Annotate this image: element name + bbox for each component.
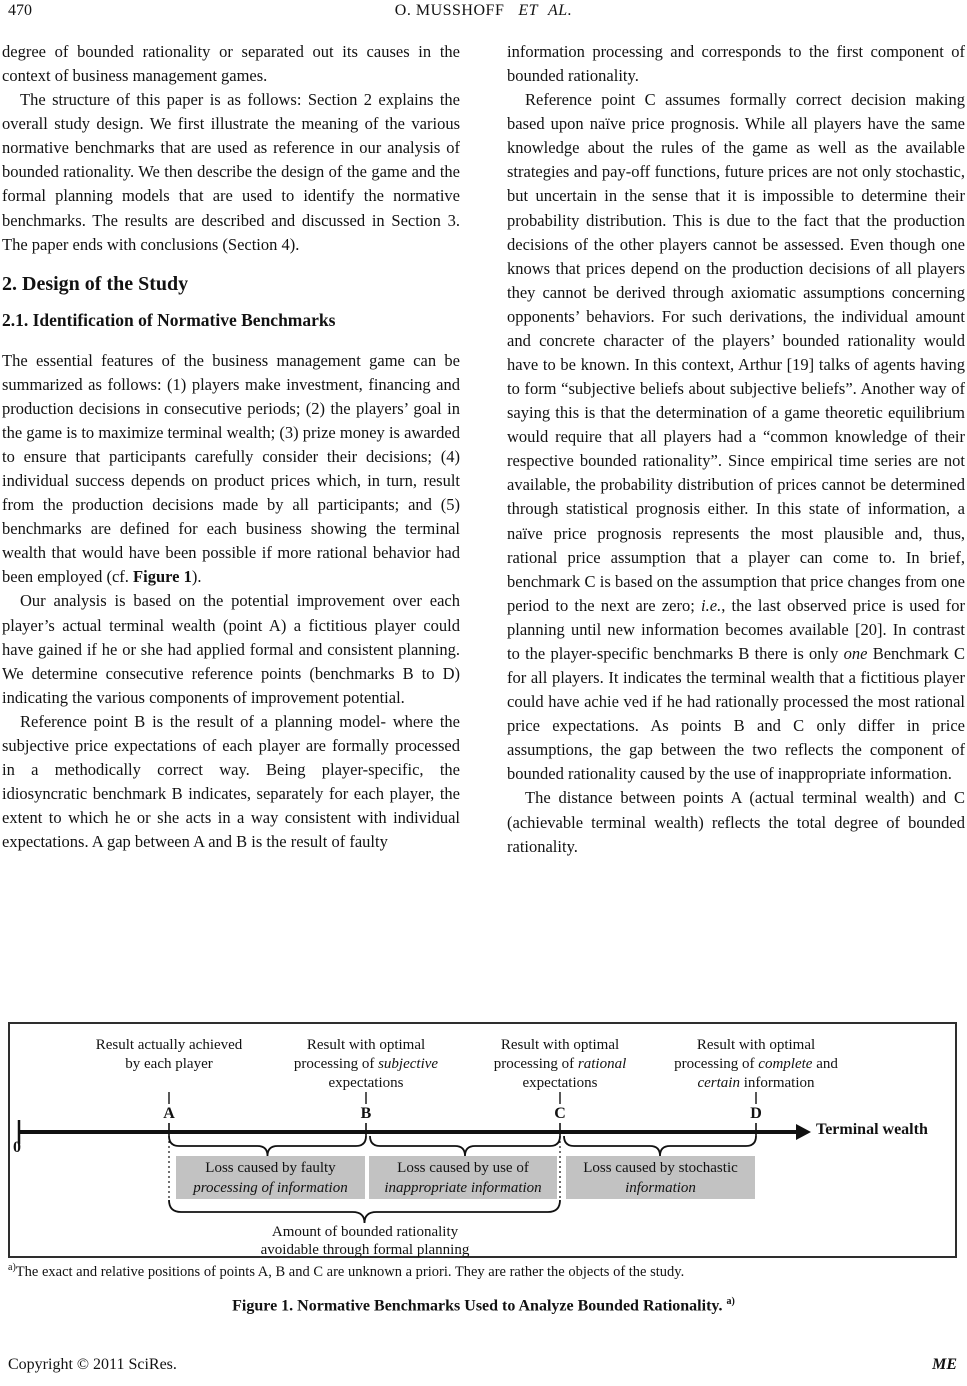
point-c: C [554, 1105, 566, 1122]
paragraph [2, 40, 460, 88]
left-column [2, 40, 460, 859]
label-line-italic: complete [758, 1056, 813, 1072]
paragraph [507, 40, 965, 88]
running-head [0, 2, 967, 24]
brace-a-c [169, 1200, 560, 1223]
paragraph [507, 88, 965, 786]
journal-abbreviation: ME [932, 1356, 957, 1373]
point-b: B [360, 1105, 372, 1122]
footnote-text: The exact and relative positions of points A, B and C are unknown a priori. They are rather the objects of the study. [15, 1263, 685, 1280]
label-line: Result with optimal [500, 1037, 620, 1053]
brace-b-c [370, 1136, 560, 1156]
paragraph-text: , the last observed price is used for planning until new information becomes available [20]. In contrast to the player-specific benchmarks B there is only [507, 595, 966, 663]
paragraph-text: Our analysis is based on the potential improvement over each player’s actual terminal wealth (point A) a fictitious player could have gained if he or she had applied formal and consistent planning. We determine consecutive reference points (benchmarks B to D) indicating the various components of improvement potential. [2, 591, 460, 707]
paragraph [2, 349, 460, 590]
figure-reference: Figure 1 [133, 567, 192, 587]
label-line: by each player [125, 1056, 213, 1072]
figure-1-diagram [8, 1022, 957, 1258]
label-line: expectations [328, 1075, 404, 1091]
paragraph-text: ). [191, 567, 202, 587]
paragraph-text: The structure of this paper is as follows: Section 2 explains the overall study design. We first illustrate the meaning of the various normative benchmarks that are used as reference in our analysis of bounded rationality. We then describe the design of the game and the formal planning models that are used to identify the normative benchmarks. The results are described and discussed in Section 3. The paper ends with conclusions (Section 4). [2, 90, 460, 254]
paragraph-text: Benchmark C for all players. It indicates the terminal wealth that a fictitious player could have achie ved if he had rationally processed the most rational price expectations. As points B and C only differ in price assumptions, the gap between the two reflects the component of bounded rationality caused by the use of inappropriate information. [507, 643, 966, 784]
point-a: A [163, 1105, 175, 1122]
running-head-et: ET [518, 2, 539, 19]
bounded-rationality-label [215, 1223, 515, 1259]
subsection-heading: 2.1. Identification of Normative Benchmarks [2, 309, 336, 330]
label-line: information [739, 1075, 815, 1091]
figure-label-a [54, 1036, 284, 1074]
italic-one: one [843, 643, 868, 663]
label-line: processing of [674, 1056, 759, 1072]
label-line: Result actually achieved [95, 1037, 243, 1053]
running-head-title [0, 2, 967, 20]
paragraph [2, 589, 460, 709]
label-line-italic: certain [697, 1075, 740, 1091]
label-line: Result with optimal [696, 1037, 816, 1053]
page-number: 470 [8, 2, 32, 19]
italic-ie: i.e. [701, 595, 722, 615]
label-line: Result with optimal [306, 1037, 426, 1053]
brace-c-d [564, 1136, 756, 1156]
axis-origin-label: 0 [13, 1139, 21, 1156]
loss-box-line: Loss caused by use of [397, 1160, 529, 1176]
footnote-marker: a) [8, 1262, 16, 1273]
label-line: expectations [522, 1075, 598, 1091]
bottom-label-line: avoidable through formal planning [260, 1242, 470, 1258]
loss-box-line-italic: inappropriate information [384, 1180, 542, 1196]
loss-box-line-italic: information [625, 1180, 696, 1196]
paragraph-text: information processing and corresponds to the first component of bounded rationality. [507, 42, 965, 86]
body-columns [2, 40, 965, 859]
label-line-italic: rational [577, 1056, 627, 1072]
label-line: and [812, 1056, 838, 1072]
brace-a-b [169, 1136, 366, 1156]
paragraph-text: Reference point C assumes formally correct decision making based upon naïve price prognosis. While all players have the same knowledge about the rules of the game as well as the available strategies and pay-off functions, future prices are not only stochastic, but uncertain in the sense that it is impossible to determine their probability distribution. This is due to the fact that the production decisions of the other players cannot be assessed. Even though one knows that prices depend on the production decisions of all players they cannot be derived through axiomatic assumptions concerning opponents’ behaviors. For such derivations, the individual amount and concrete character of the players’ bounded rationality would have to be known. In this context, Arthur [19] talks of agents having to form “subjective beliefs about subjective beliefs”. Another way of saying this is that the determination of a game theoretic equilibrium would require that all players had a “common knowledge of their respective bounded rationality”. Since empirical time series are not available, the probability distribution of prices cannot be determined through statistical prognosis either. In this state of information, a naïve price prognosis represents the most plausible and, thus, rational price assumption that a player can come to. In brief, benchmark C is based on the assumption that price changes from one period to the next are zero; [507, 90, 965, 615]
right-column [507, 40, 965, 859]
paragraph [507, 786, 965, 858]
loss-box-inappropriate-information [369, 1156, 557, 1199]
bottom-label-line: Amount of bounded rationality [271, 1224, 459, 1240]
figure-caption [0, 1296, 967, 1315]
axis-label: Terminal wealth [816, 1121, 928, 1138]
loss-box-stochastic-information [566, 1156, 755, 1199]
running-head-author: O. MUSSHOFF [394, 2, 505, 19]
figure-footnote [8, 1262, 958, 1281]
paragraph [2, 710, 460, 854]
loss-box-line: Loss caused by faulty [205, 1160, 336, 1176]
running-head-al: AL. [548, 2, 573, 19]
axis-arrowhead [796, 1124, 811, 1140]
point-d: D [750, 1105, 762, 1122]
label-line: processing of [293, 1056, 379, 1072]
paragraph [2, 88, 460, 257]
section-heading: 2. Design of the Study [2, 272, 189, 295]
copyright-text: Copyright © 2011 SciRes. [8, 1356, 177, 1373]
loss-box-line-italic: processing of information [193, 1180, 348, 1196]
paragraph-text: Reference point B is the result of a planning model- where the subjective price expectations of each player are formally processed in a methodically correct way. Being player-specific, the idiosyncratic benchmark B indicates, separately for each player, the extent to which he or she acts in a way consistent with individual expectations. A gap between A and B is the result of faulty [2, 711, 460, 852]
paragraph-text: The distance between points A (actual terminal wealth) and C (achievable terminal wealth) reflects the total degree of bounded rationality. [507, 788, 965, 856]
paragraph-text: degree of bounded rationality or separated out its causes in the context of business management games. [2, 42, 460, 86]
paragraph-text: The essential features of the business management game can be summarized as follows: (1) players make investment, financing and production decisions in consecutive periods; (2) the players’ goal in the game is to maximize terminal wealth; (3) prize money is awarded to ensure that participants carefully consider their decisions; (4) individual success depends on product prices which, in turn, result from the production decisions made by all participants; and (5) benchmarks are defined for each business showing the terminal wealth that would have been possible if more rational behavior had been employed (cf. [2, 350, 460, 587]
loss-box-faulty-processing [176, 1156, 365, 1199]
figure-label-d [641, 1036, 871, 1093]
label-line-italic: subjective [378, 1056, 439, 1072]
loss-box-line: Loss caused by stochastic [583, 1160, 738, 1176]
caption-text: Figure 1. Normative Benchmarks Used to Analyze Bounded Rationality. [232, 1297, 723, 1315]
caption-marker: a) [726, 1296, 735, 1307]
label-line: processing of [493, 1056, 578, 1072]
